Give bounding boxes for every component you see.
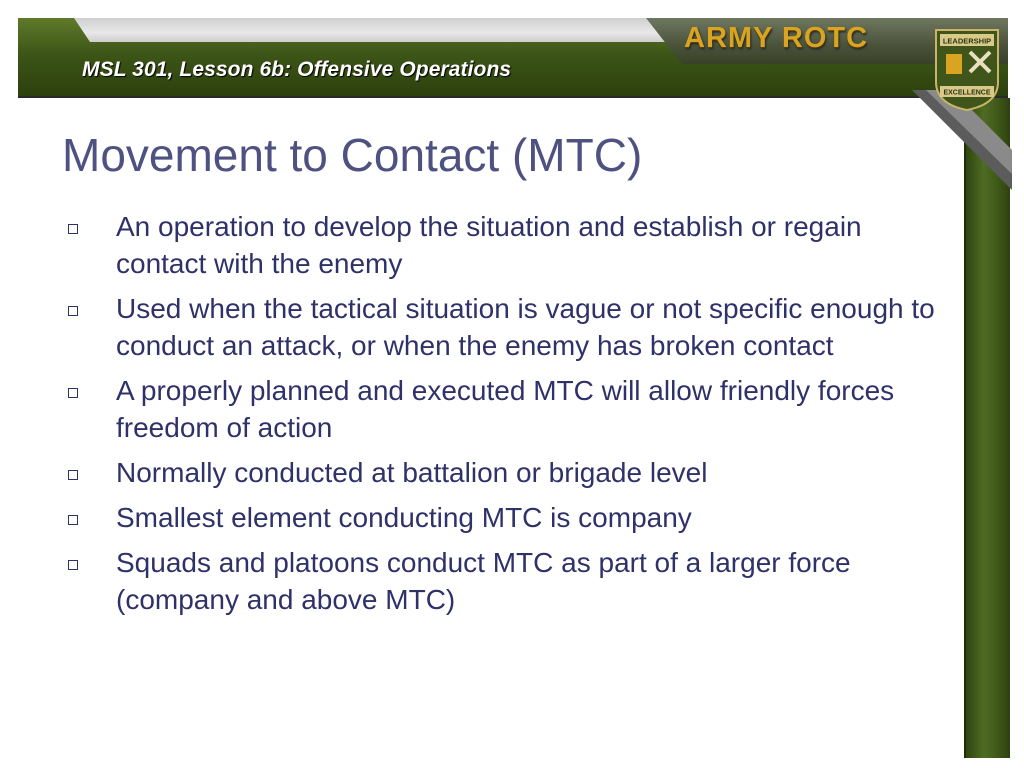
army-rotc-logo-text: ARMY ROTC (684, 22, 869, 54)
bullet-text: A properly planned and executed MTC will allow friendly forces freedom of action (116, 375, 895, 443)
bullet-text: Used when the tactical situation is vague or not specific enough to conduct an attack, or when the enemy has broken contact (116, 293, 935, 361)
header-divider (18, 96, 1008, 98)
square-bullet-icon (68, 515, 78, 525)
square-bullet-icon (68, 470, 78, 480)
bullet-item (62, 290, 942, 364)
emblem-top-text: LEADERSHIP (942, 36, 992, 46)
square-bullet-icon (68, 560, 78, 570)
bullet-text: Normally conducted at battalion or brigade level (116, 457, 708, 488)
rotc-shield-emblem (932, 24, 1002, 112)
bullet-item (62, 372, 942, 446)
square-bullet-icon (68, 306, 78, 316)
square-bullet-icon (68, 388, 78, 398)
bullet-text: Smallest element conducting MTC is company (116, 502, 692, 533)
emblem-bottom-text: EXCELLENCE (943, 89, 991, 97)
bullet-text: An operation to develop the situation and establish or regain contact with the enemy (116, 211, 862, 279)
bullet-item (62, 499, 942, 536)
bullet-text: Squads and platoons conduct MTC as part of a larger force (company and above MTC) (116, 547, 851, 615)
slide-title: Movement to Contact (MTC) (62, 129, 643, 181)
lesson-title: MSL 301, Lesson 6b: Offensive Operations (82, 58, 512, 81)
emblem-lamp-icon (946, 54, 962, 74)
square-bullet-icon (68, 224, 78, 234)
bullet-list (62, 208, 942, 626)
bullet-item (62, 454, 942, 491)
bullet-item (62, 544, 942, 618)
bullet-item (62, 208, 942, 282)
